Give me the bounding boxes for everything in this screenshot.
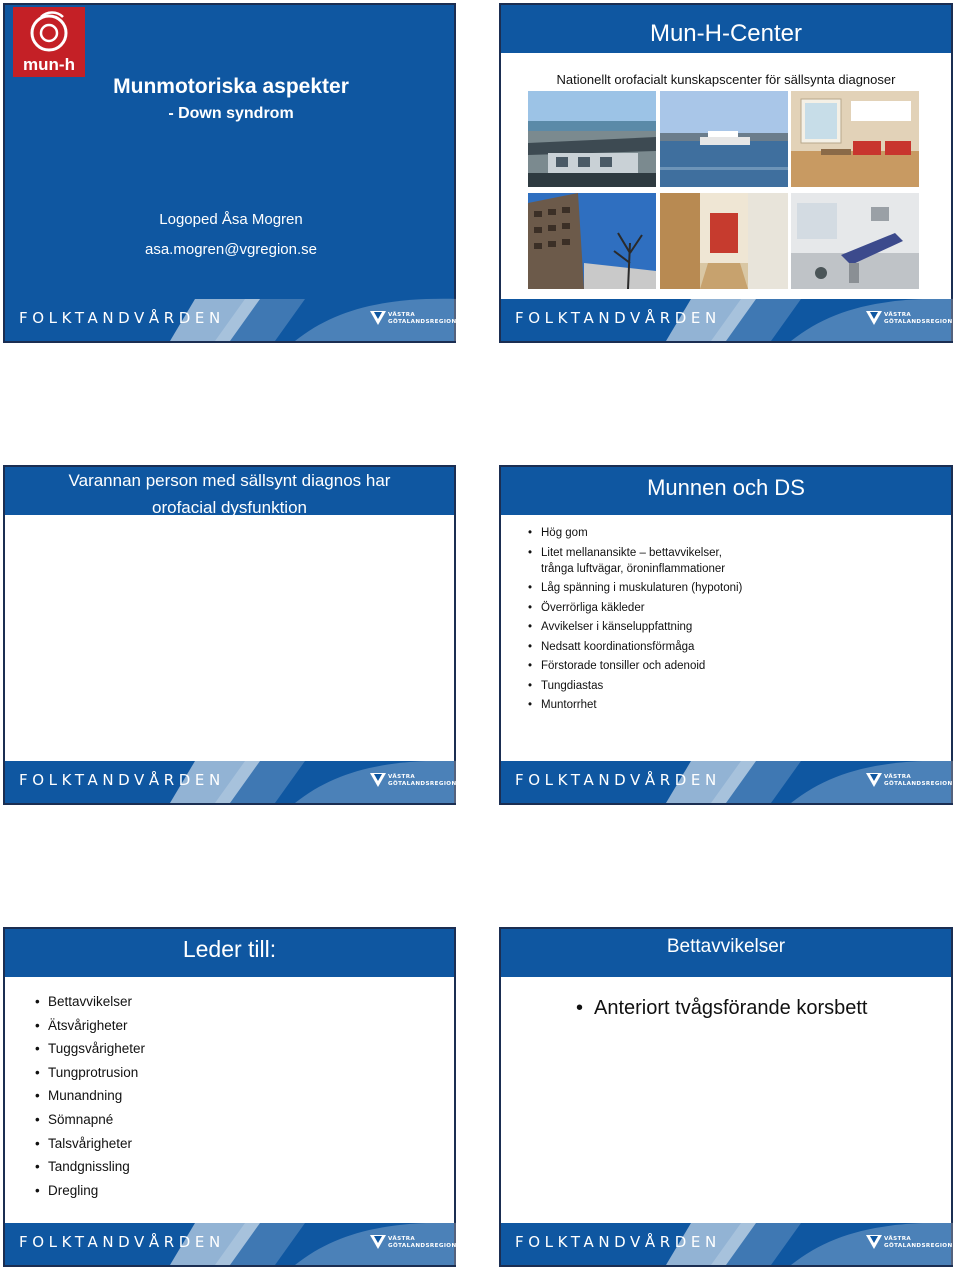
list-item: • Tungprotrusion xyxy=(48,1065,428,1081)
slide-header xyxy=(5,467,454,515)
list-item: • Anteriort tvågsförande korsbett xyxy=(594,996,934,1020)
slide-title-text: Bettavvikelser xyxy=(666,936,786,957)
list-item: • Muntorrhet xyxy=(541,697,941,713)
slide-munnen-och-ds xyxy=(499,465,962,805)
vgr-logo-icon xyxy=(369,771,387,789)
vgr-logo-line1: VÄSTRA xyxy=(388,312,416,318)
slide-footer xyxy=(5,761,466,803)
vgr-logo-line1: VÄSTRA xyxy=(884,312,912,318)
footer-brand: FOLKTANDVÅRDEN xyxy=(515,1233,721,1251)
list-item: • Dregling xyxy=(48,1183,428,1199)
vgr-logo-line2: GÖTALANDSREGIONEN xyxy=(884,1243,962,1249)
vgr-logo-icon xyxy=(865,309,883,327)
presentation-title: Munmotoriska aspekter xyxy=(113,75,349,98)
list-item: • Tungdiastas xyxy=(541,678,941,694)
slide-subtitle: Nationellt orofacialt kunskapscenter för sällsynta diagnoser xyxy=(556,72,896,87)
slide-orofacial-dysfunction xyxy=(3,465,466,805)
bullet-list xyxy=(541,525,941,717)
slide-header xyxy=(501,467,951,515)
slide-title-text: Mun-H-Center xyxy=(649,20,803,47)
list-item: • Nedsatt koordinationsförmåga xyxy=(541,639,941,655)
footer-brand: FOLKTANDVÅRDEN xyxy=(515,309,721,327)
slide-footer xyxy=(501,299,962,341)
vgr-logo-line1: VÄSTRA xyxy=(388,1236,416,1242)
list-item: • Tuggsvårigheter xyxy=(48,1041,428,1057)
list-item: • Överrörliga käkleder xyxy=(541,600,941,616)
vgr-logo-icon xyxy=(369,1233,387,1251)
footer-brand: FOLKTANDVÅRDEN xyxy=(19,771,225,789)
list-item: • Tandgnissling xyxy=(48,1159,428,1175)
slide-bettavvikelser xyxy=(499,927,962,1267)
slide-title-line1: Varannan person med sällsynt diagnos har xyxy=(68,471,391,490)
vgr-logo-line1: VÄSTRA xyxy=(884,1236,912,1242)
slide-footer xyxy=(501,761,962,803)
bullet-list xyxy=(594,996,934,1020)
vgr-logo xyxy=(369,771,466,791)
logo-text: mun-h xyxy=(23,55,75,74)
slide-footer xyxy=(5,299,466,341)
footer-brand: FOLKTANDVÅRDEN xyxy=(19,309,225,327)
vgr-logo xyxy=(369,309,466,329)
vgr-logo-icon xyxy=(369,309,387,327)
list-item: • Förstorade tonsiller och adenoid xyxy=(541,658,941,674)
slide-title-text: Leder till: xyxy=(182,936,277,962)
footer-brand: FOLKTANDVÅRDEN xyxy=(515,771,721,789)
slide-title-line2: orofacial dysfunktion xyxy=(152,498,307,517)
list-item: • Hög gom xyxy=(541,525,941,541)
mun-h-logo-icon xyxy=(13,7,85,57)
vgr-logo-line2: GÖTALANDSREGIONEN xyxy=(884,319,962,325)
slide-leder-till xyxy=(3,927,466,1267)
vgr-logo-line1: VÄSTRA xyxy=(388,774,416,780)
list-item: • Avvikelser i känseluppfattning xyxy=(541,619,941,635)
list-item: • Litet mellanansikte – bettavvikelser, trånga luftvägar, öroninflammationer xyxy=(541,545,941,577)
list-item: • Munandning xyxy=(48,1088,428,1104)
slide-mun-h-center xyxy=(499,3,962,343)
vgr-logo xyxy=(865,1233,962,1253)
slide-title xyxy=(3,3,466,343)
slide-header xyxy=(5,929,454,977)
vgr-logo-line2: GÖTALANDSREGIONEN xyxy=(388,1243,466,1249)
slide-header xyxy=(501,5,951,53)
slide-footer xyxy=(5,1223,466,1265)
list-item: • Talsvårigheter xyxy=(48,1136,428,1152)
vgr-logo-line2: GÖTALANDSREGIONEN xyxy=(388,781,466,787)
vgr-logo-icon xyxy=(865,771,883,789)
vgr-logo-line2: GÖTALANDSREGIONEN xyxy=(388,319,466,325)
slide-header xyxy=(501,929,951,977)
photo-waiting-room xyxy=(791,91,919,187)
vgr-logo-line1: VÄSTRA xyxy=(884,774,912,780)
list-item: • Låg spänning i muskulaturen (hypotoni) xyxy=(541,580,941,596)
list-item: • Sömnapné xyxy=(48,1112,428,1128)
photo-harbor xyxy=(660,91,788,187)
vgr-logo xyxy=(865,309,962,329)
footer-brand: FOLKTANDVÅRDEN xyxy=(19,1233,225,1251)
vgr-logo xyxy=(369,1233,466,1253)
photo-corridor xyxy=(660,193,788,289)
presentation-subtitle: - Down syndrom xyxy=(168,105,294,122)
vgr-logo-icon xyxy=(865,1233,883,1251)
list-item: • Bettavvikelser xyxy=(48,994,428,1010)
slide-title-text: Munnen och DS xyxy=(647,475,805,500)
slide-footer xyxy=(501,1223,962,1265)
author-email[interactable]: asa.mogren@vgregion.se xyxy=(145,241,317,258)
list-item: • Ätsvårigheter xyxy=(48,1018,428,1034)
mun-h-logo xyxy=(13,7,85,77)
vgr-logo xyxy=(865,771,962,791)
photo-building-waterfront xyxy=(528,91,656,187)
photo-dental-chair xyxy=(791,193,919,289)
photo-tall-building xyxy=(528,193,656,289)
vgr-logo-line2: GÖTALANDSREGIONEN xyxy=(884,781,962,787)
bullet-list xyxy=(48,994,428,1206)
author: Logoped Åsa Mogren xyxy=(159,211,303,228)
